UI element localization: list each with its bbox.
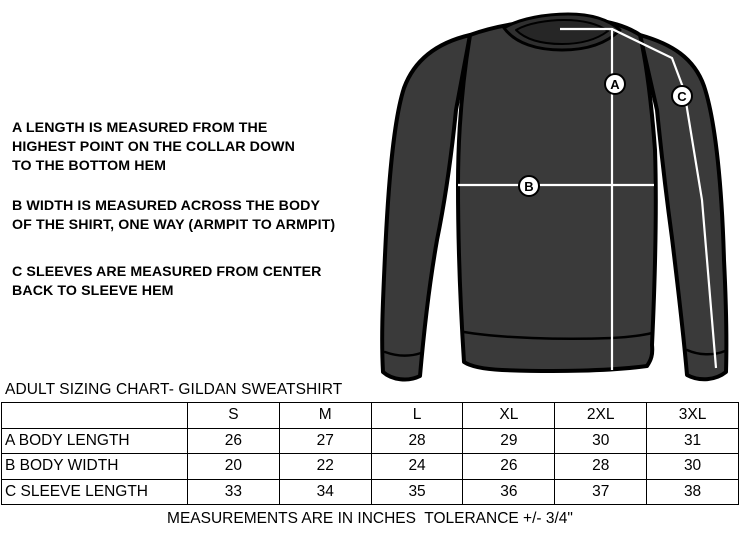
instruction-line: OF THE SHIRT, ONE WAY (ARMPIT TO ARMPIT) [12, 217, 336, 233]
chart-title: ADULT SIZING CHART- GILDAN SWEATSHIRT [5, 381, 343, 398]
marker-b-label: B [524, 179, 534, 194]
row-label: B BODY WIDTH [2, 454, 188, 480]
instruction-line: B WIDTH IS MEASURED ACROSS THE BODY [12, 198, 321, 214]
size-table [1, 402, 739, 505]
body [458, 20, 656, 371]
table-header-row [2, 403, 739, 429]
marker-a-icon [605, 74, 625, 94]
table-cell: 38 [647, 479, 739, 505]
instruction-line: A LENGTH IS MEASURED FROM THE [12, 120, 268, 136]
table-cell: 22 [279, 454, 371, 480]
table-header-cell: 3XL [647, 403, 739, 429]
marker-a-label: A [610, 77, 620, 92]
table-cell: 28 [371, 428, 463, 454]
table-row [2, 479, 739, 505]
marker-b-icon [519, 176, 539, 196]
table-header-cell [2, 403, 188, 429]
instruction-line: C SLEEVES ARE MEASURED FROM CENTER [12, 264, 322, 280]
table-cell: 36 [463, 479, 555, 505]
measurement-note: MEASUREMENTS ARE IN INCHES TOLERANCE +/- 3/4" [167, 510, 573, 527]
instruction-line: BACK TO SLEEVE HEM [12, 283, 174, 299]
row-label: A BODY LENGTH [2, 428, 188, 454]
table-cell: 31 [647, 428, 739, 454]
table-cell: 24 [371, 454, 463, 480]
table-cell: 26 [463, 454, 555, 480]
table-header-cell: XL [463, 403, 555, 429]
table-cell: 30 [647, 454, 739, 480]
table-cell: 33 [188, 479, 280, 505]
table-header-cell: M [279, 403, 371, 429]
table-cell: 26 [188, 428, 280, 454]
table-header-cell: S [188, 403, 280, 429]
table-cell: 37 [555, 479, 647, 505]
table-cell: 29 [463, 428, 555, 454]
table-row [2, 428, 739, 454]
table-cell: 20 [188, 454, 280, 480]
instruction-line: HIGHEST POINT ON THE COLLAR DOWN [12, 139, 296, 155]
marker-c-label: C [677, 89, 687, 104]
instruction-line: TO THE BOTTOM HEM [12, 158, 167, 174]
table-row [2, 454, 739, 480]
marker-c-icon [672, 86, 692, 106]
table-cell: 34 [279, 479, 371, 505]
table-cell: 35 [371, 479, 463, 505]
table-cell: 27 [279, 428, 371, 454]
table-cell: 28 [555, 454, 647, 480]
table-header-cell: 2XL [555, 403, 647, 429]
table-cell: 30 [555, 428, 647, 454]
row-label: C SLEEVE LENGTH [2, 479, 188, 505]
table-header-cell: L [371, 403, 463, 429]
